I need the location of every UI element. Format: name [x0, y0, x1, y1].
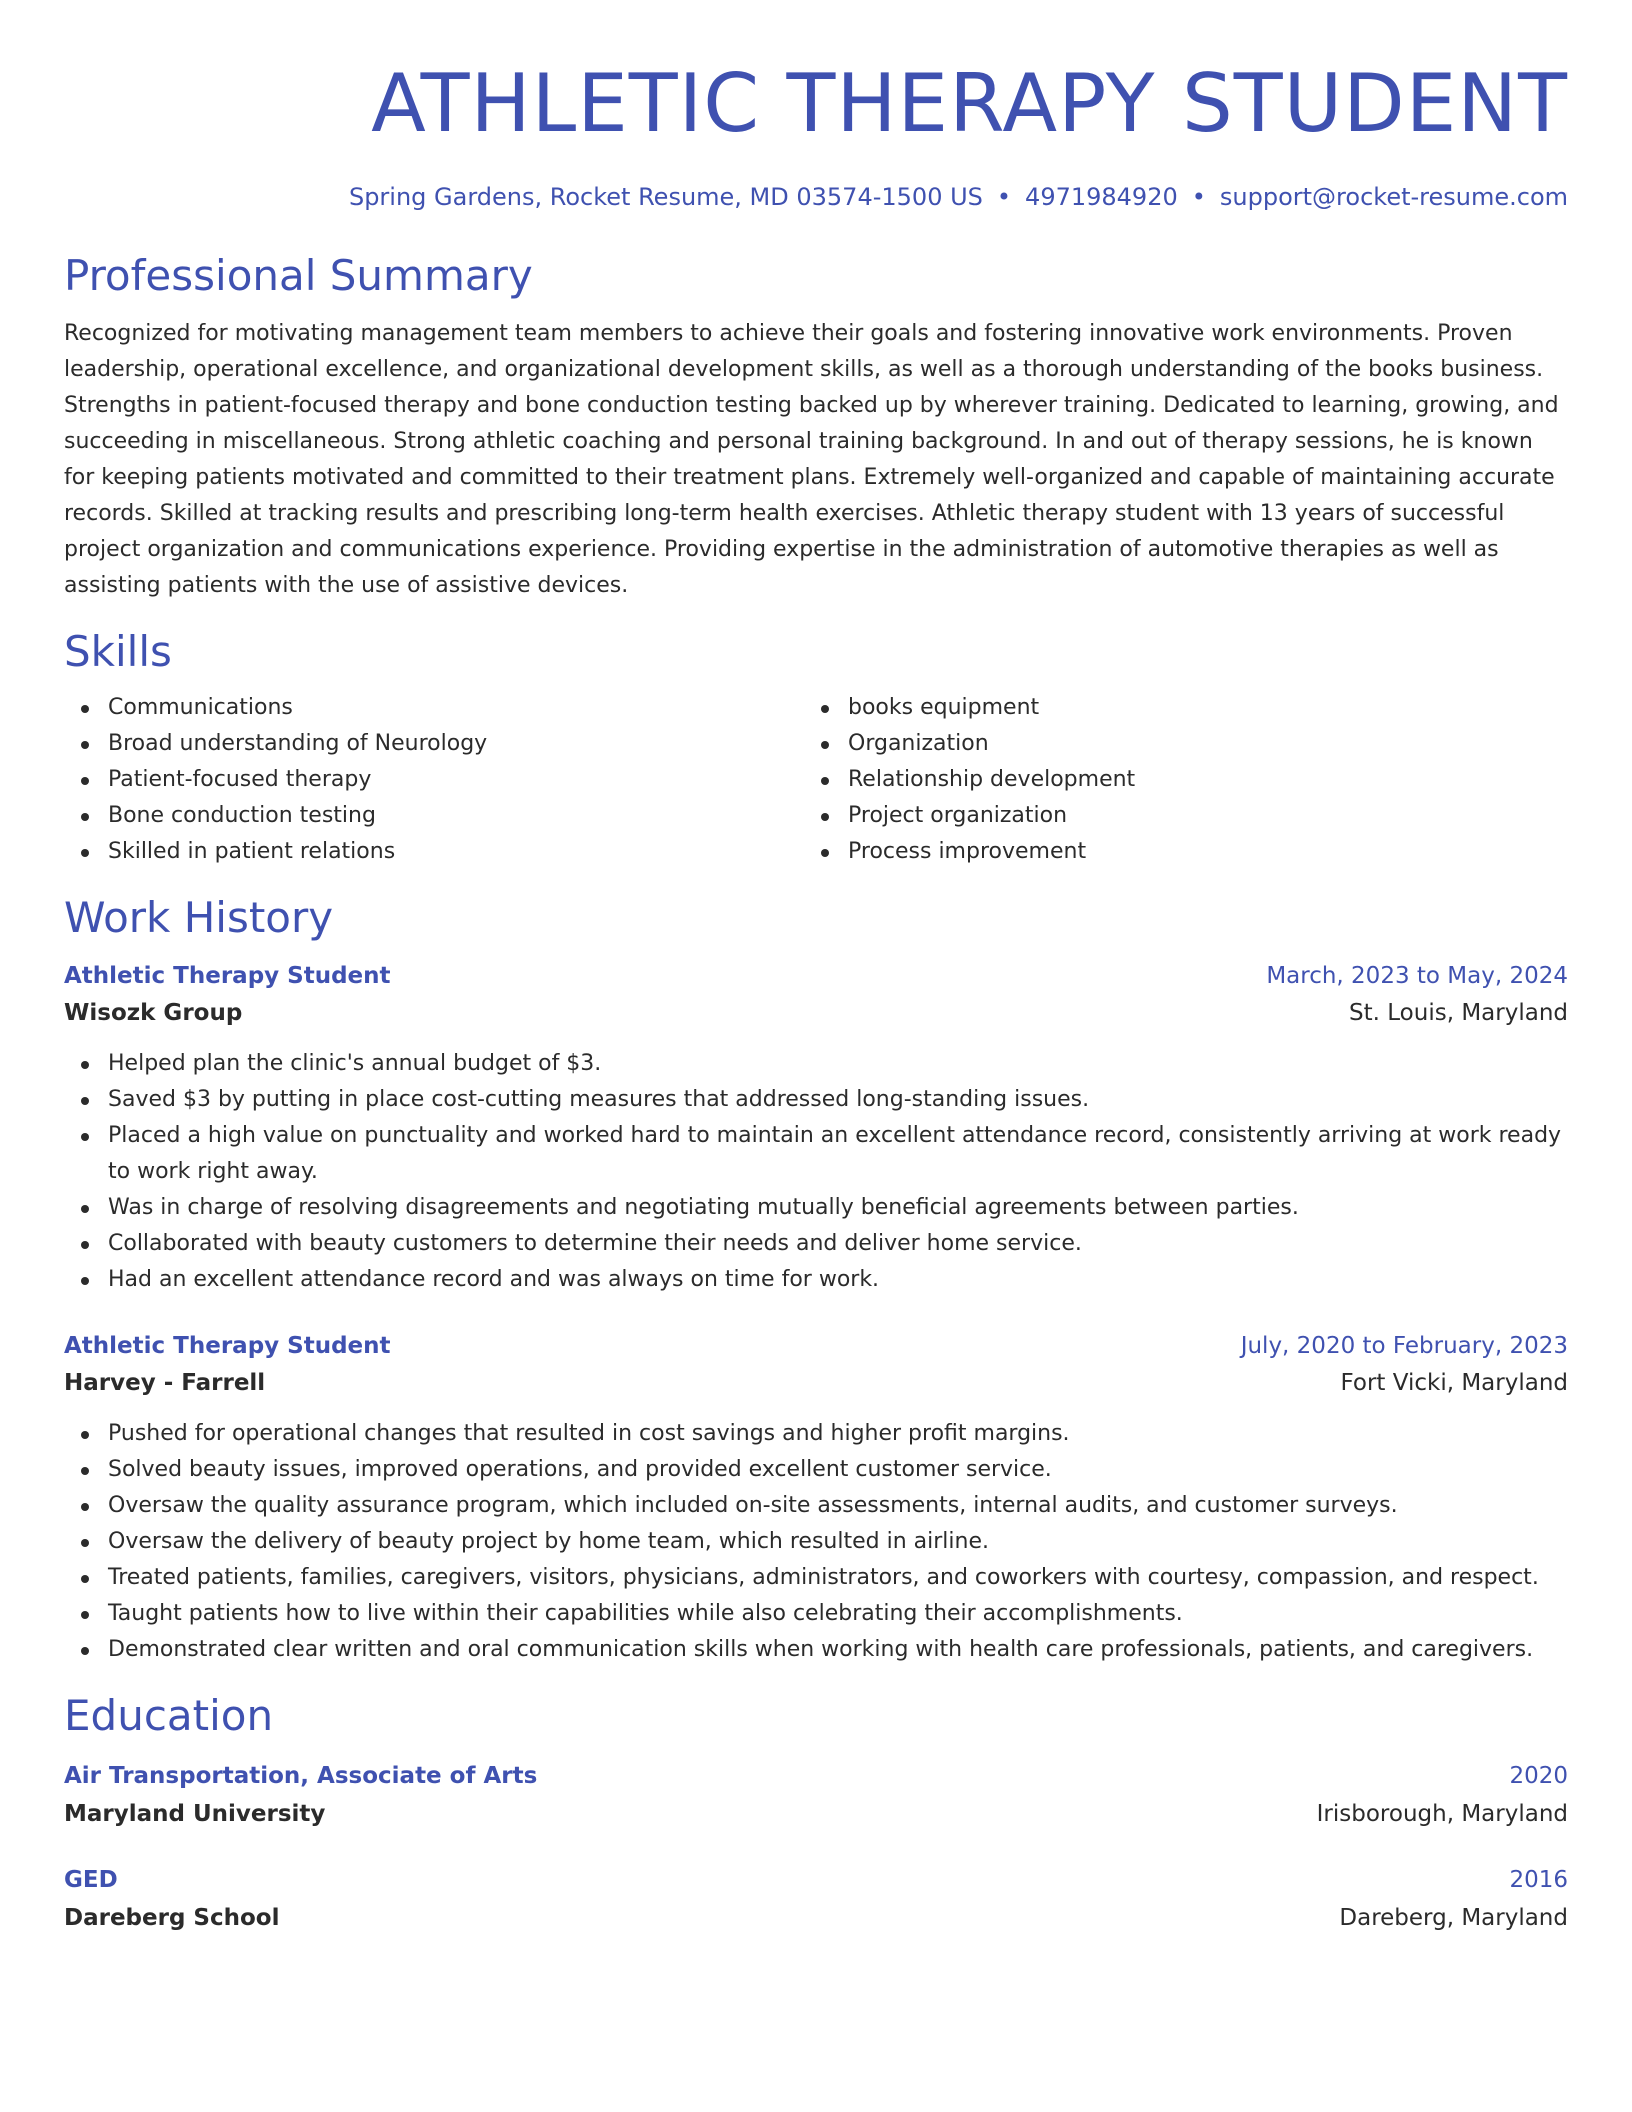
job-bullet: Treated patients, families, caregivers, visitors, physicians, administrators, and coworkers with courtesy, compassion, and respect.	[64, 1560, 1568, 1596]
skill-item: Bone conduction testing	[64, 798, 804, 834]
job-dates: July, 2020 to February, 2023	[1240, 1333, 1568, 1359]
job-bullet: Saved $3 by putting in place cost-cutting measures that addressed long-standing issues.	[64, 1082, 1568, 1118]
job-header	[64, 958, 1568, 994]
education-subheader	[64, 1898, 1568, 1938]
section-title-work-history: Work History	[64, 893, 334, 942]
job-bullet: Solved beauty issues, improved operations, and provided excellent customer service.	[64, 1452, 1568, 1488]
job-bullets	[64, 1416, 1568, 1668]
job-bullets	[64, 1046, 1568, 1298]
education-entry	[64, 1758, 1568, 1834]
skill-item: Skilled in patient relations	[64, 834, 804, 870]
contact-phone: 4971984920	[1025, 183, 1178, 211]
job-bullet: Oversaw the delivery of beauty project by home team, which resulted in airline.	[64, 1524, 1568, 1560]
job-entry	[64, 1328, 1568, 1668]
job-location: Fort Vicki, Maryland	[1340, 1370, 1568, 1396]
job-bullet: Oversaw the quality assurance program, which included on-site assessments, internal audits, and customer surveys.	[64, 1488, 1568, 1524]
education-entry	[64, 1862, 1568, 1938]
skills-list	[64, 690, 1568, 870]
job-location: St. Louis, Maryland	[1349, 1000, 1568, 1026]
skill-item: Process improvement	[804, 834, 1544, 870]
job-dates: March, 2023 to May, 2024	[1266, 963, 1568, 989]
job-title: Athletic Therapy Student	[64, 1333, 391, 1359]
job-subheader	[64, 994, 1568, 1032]
job-bullet: Had an excellent attendance record and was always on time for work.	[64, 1262, 1568, 1298]
section-title-education: Education	[64, 1691, 274, 1740]
candidate-name: ATHLETIC THERAPY STUDENT	[371, 57, 1568, 150]
job-entry	[64, 958, 1568, 1298]
job-bullet: Collaborated with beauty customers to determine their needs and deliver home service.	[64, 1226, 1568, 1262]
job-header	[64, 1328, 1568, 1364]
job-bullet: Was in charge of resolving disagreements and negotiating mutually beneficial agreements between parties.	[64, 1190, 1568, 1226]
education-school: Maryland University	[64, 1801, 326, 1827]
contact-email: support@rocket-resume.com	[1219, 183, 1568, 211]
job-bullet: Helped plan the clinic's annual budget of $3.	[64, 1046, 1568, 1082]
skill-item: Organization	[804, 726, 1544, 762]
job-employer: Harvey - Farrell	[64, 1370, 266, 1396]
job-subheader	[64, 1364, 1568, 1402]
skills-column-right	[804, 690, 1544, 870]
job-bullet: Demonstrated clear written and oral communication skills when working with health care professionals, patients, and caregivers.	[64, 1632, 1568, 1668]
education-year: 2020	[1509, 1763, 1568, 1789]
contact-address: Spring Gardens, Rocket Resume, MD 03574-1500 US	[348, 183, 983, 211]
skill-item: Communications	[64, 690, 804, 726]
job-bullet: Taught patients how to live within their capabilities while also celebrating their accomplishments.	[64, 1596, 1568, 1632]
skills-column-left	[64, 690, 804, 870]
education-degree: Air Transportation, Associate of Arts	[64, 1763, 538, 1789]
job-bullet: Pushed for operational changes that resulted in cost savings and higher profit margins.	[64, 1416, 1568, 1452]
education-header	[64, 1862, 1568, 1898]
education-location: Irisborough, Maryland	[1316, 1801, 1568, 1827]
skill-item: Broad understanding of Neurology	[64, 726, 804, 762]
education-school: Dareberg School	[64, 1905, 280, 1931]
education-location: Dareberg, Maryland	[1339, 1905, 1568, 1931]
education-subheader	[64, 1794, 1568, 1834]
job-employer: Wisozk Group	[64, 1000, 243, 1026]
summary-text: Recognized for motivating management team members to achieve their goals and fostering innovative work environments. Proven leadership, operational excellence, and organizational development skills, as well as a thorough understanding of the books business. Strengths in patient-focused therapy and bone conduction testing backed up by wherever training. Dedicated to learning, growing, and succeeding in miscellaneous. Strong athletic coaching and personal training background. In and out of therapy sessions, he is known for keeping patients motivated and committed to their treatment plans. Extremely well-organized and capable of maintaining accurate records. Skilled at tracking results and prescribing long-term health exercises. Athletic therapy student with 13 years of successful project organization and communications experience. Providing expertise in the administration of automotive therapies as well as assisting patients with the use of assistive devices.	[64, 321, 1559, 598]
education-degree: GED	[64, 1867, 118, 1893]
contact-line	[64, 180, 1568, 214]
skill-item: books equipment	[804, 690, 1544, 726]
education-year: 2016	[1509, 1867, 1568, 1893]
skill-item: Project organization	[804, 798, 1544, 834]
contact-separator: •	[1191, 183, 1206, 211]
skill-item: Relationship development	[804, 762, 1544, 798]
section-title-summary: Professional Summary	[64, 251, 533, 300]
contact-separator: •	[996, 183, 1012, 211]
job-title: Athletic Therapy Student	[64, 963, 391, 989]
section-title-skills: Skills	[64, 627, 172, 676]
job-bullet: Placed a high value on punctuality and worked hard to maintain an excellent attendance record, consistently arriving at work ready to work right away.	[64, 1118, 1568, 1190]
education-header	[64, 1758, 1568, 1794]
skill-item: Patient-focused therapy	[64, 762, 804, 798]
